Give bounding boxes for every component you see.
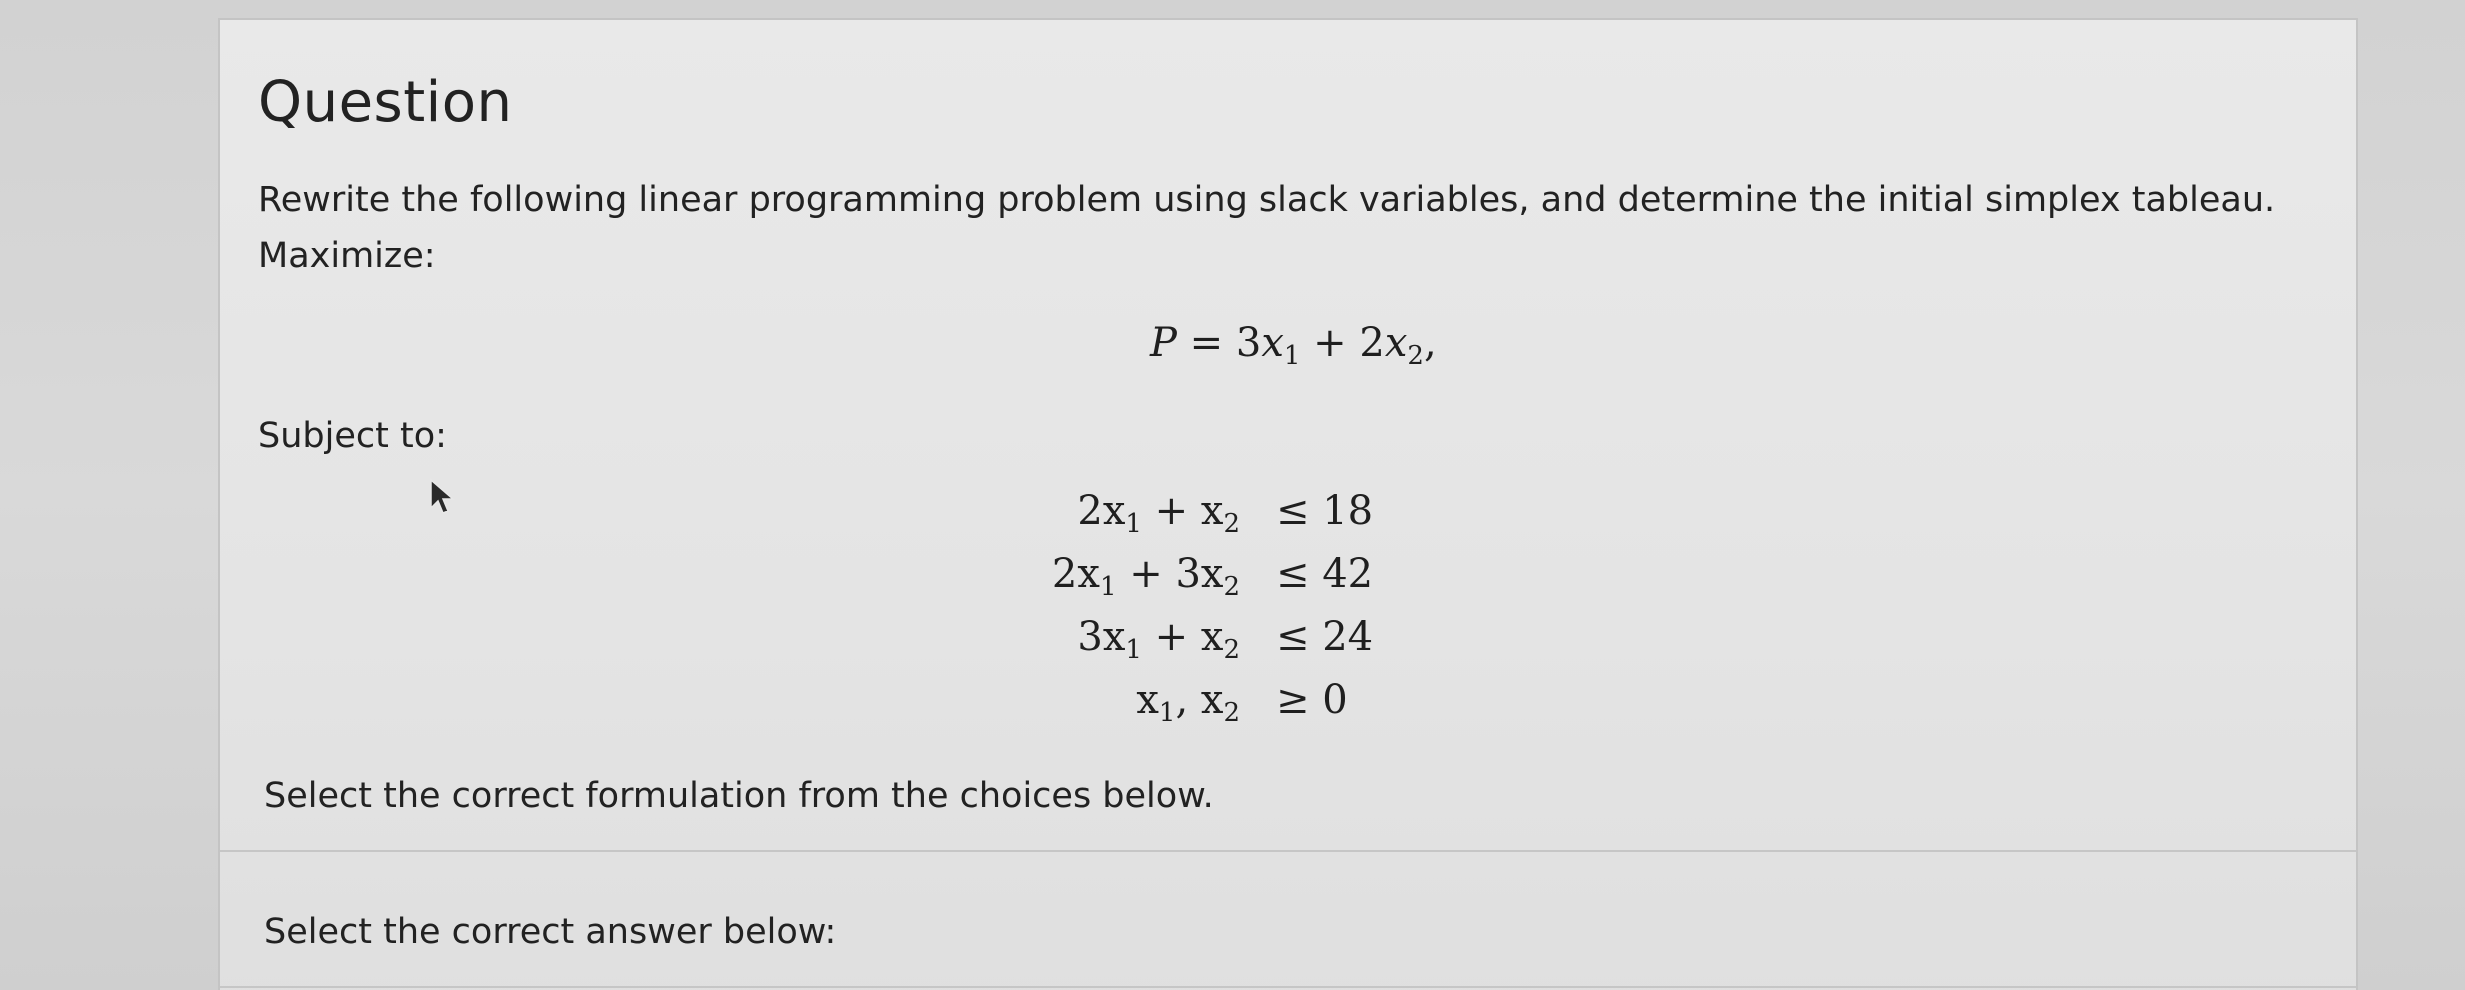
- constraint-row: [1080, 677, 1420, 740]
- subject-to-label: Subject to:: [258, 416, 447, 456]
- constraint-sub-a: 1: [1125, 508, 1142, 539]
- constraint-term-a: 3x: [1077, 614, 1126, 660]
- maximize-label: Maximize:: [258, 236, 436, 276]
- constraint-operator: +: [1141, 488, 1201, 534]
- objective-term2-sub: 2: [1407, 340, 1424, 371]
- constraint-lhs: [1136, 677, 1240, 728]
- section-divider: [220, 986, 2356, 988]
- constraint-row: [1051, 551, 1420, 614]
- constraint-term-b: x: [1200, 614, 1224, 660]
- constraint-relation: ≤ 42: [1276, 551, 1374, 597]
- constraint-relation: ≤ 24: [1276, 614, 1374, 660]
- constraint-sub-a: 1: [1158, 697, 1176, 728]
- question-card: [218, 18, 2358, 990]
- constraint-operator: +: [1141, 614, 1201, 660]
- constraint-term-a: 2x: [1051, 551, 1100, 597]
- constraint-sub-a: 1: [1125, 634, 1142, 665]
- constraint-operator: ,: [1175, 677, 1201, 723]
- select-formulation-text: Select the correct formulation from the choices below.: [264, 776, 1214, 816]
- constraint-term-b: x: [1200, 677, 1224, 723]
- mouse-pointer-icon: [428, 478, 458, 518]
- constraint-relation: ≤ 18: [1276, 488, 1374, 534]
- constraint-operator: +: [1116, 551, 1176, 597]
- objective-lhs: P: [1150, 320, 1177, 366]
- constraint-sub-b: 2: [1223, 508, 1240, 539]
- objective-equals: =: [1189, 320, 1224, 366]
- objective-term1-var: x: [1261, 320, 1284, 366]
- constraint-lhs: [1052, 551, 1240, 602]
- objective-trailing-comma: ,: [1423, 320, 1437, 366]
- constraint-sub-a: 1: [1099, 571, 1117, 602]
- constraint-sub-b: 2: [1223, 697, 1240, 728]
- constraint-term-a: 2x: [1077, 488, 1126, 534]
- objective-function: [1150, 320, 1437, 371]
- constraint-lhs: [1077, 488, 1240, 539]
- constraint-sub-b: 2: [1223, 571, 1240, 602]
- constraint-relation: ≥ 0: [1276, 677, 1348, 723]
- objective-term2-var: x: [1384, 320, 1408, 366]
- constraint-lhs: [1077, 614, 1240, 665]
- constraint-term-a: x: [1136, 677, 1159, 723]
- constraint-term-b: x: [1200, 488, 1224, 534]
- constraint-row: [1077, 488, 1420, 551]
- constraints-block: [1051, 488, 1420, 740]
- section-divider: [220, 850, 2356, 852]
- objective-term2-coef: 2: [1359, 320, 1385, 366]
- select-answer-text: Select the correct answer below:: [264, 912, 837, 952]
- constraint-term-b: 3x: [1175, 551, 1224, 597]
- objective-term1-sub: 1: [1283, 340, 1301, 371]
- constraint-row: [1077, 614, 1420, 677]
- objective-plus: +: [1313, 320, 1347, 366]
- question-prompt: Rewrite the following linear programming problem using slack variables, and determine the initial simplex tableau.: [258, 180, 2276, 220]
- objective-term1-coef: 3: [1235, 320, 1262, 366]
- constraint-sub-b: 2: [1223, 634, 1240, 665]
- question-title: Question: [258, 70, 513, 135]
